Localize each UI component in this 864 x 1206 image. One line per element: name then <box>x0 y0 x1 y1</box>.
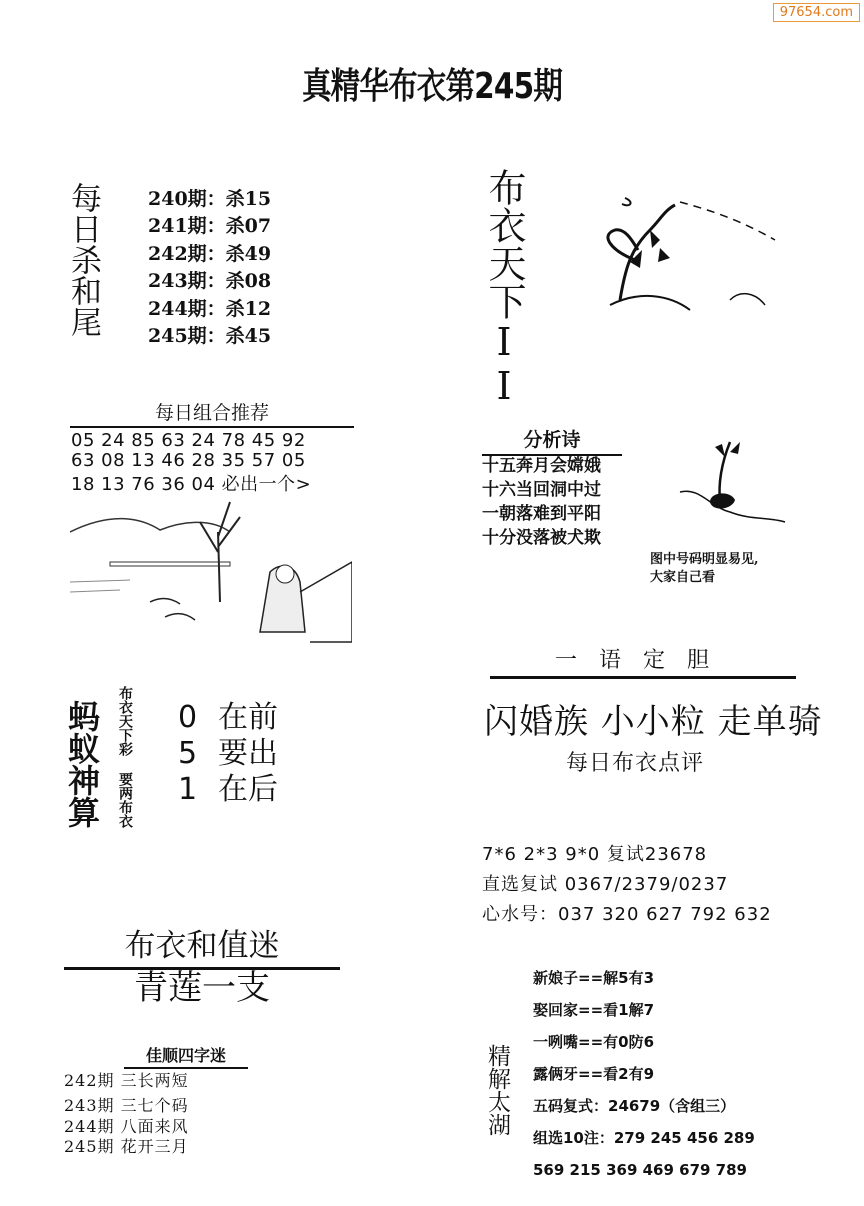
sprout-drawing <box>670 432 790 532</box>
ant-small-label: 布衣天下彩 要两布衣 <box>117 686 133 828</box>
poem-line: 十六当回洞中过 <box>482 480 601 500</box>
poem-line: 十五奔月会嫦娥 <box>482 456 601 476</box>
list-item: 组选10注：279 245 456 289 <box>533 1129 755 1147</box>
idiom-row: 244期 八面来风 <box>64 1117 189 1136</box>
combo-row: 18 13 76 36 04 必出一个> <box>71 474 312 495</box>
page-title: 真精华布衣第245期 <box>301 66 563 107</box>
yiyu-slogan: 闪婚族 小小粒 走单骑 <box>484 702 823 742</box>
poem-note <box>650 551 759 587</box>
landscape-illustration <box>70 492 352 644</box>
combo-row: 05 24 85 63 24 78 45 92 <box>71 430 306 451</box>
list-item: 240期：杀15 <box>148 188 272 210</box>
list-item <box>178 700 278 736</box>
idiom-title: 佳顺四字迷 <box>124 1043 248 1069</box>
list-item: 娶回家==看1解7 <box>533 1001 655 1019</box>
list-item: 一咧嘴==有0防6 <box>533 1033 655 1051</box>
note-line: 图中号码明显易见, <box>650 552 759 567</box>
idiom-row: 242期 三长两短 <box>64 1071 189 1090</box>
list-item: 242期：杀49 <box>148 242 272 265</box>
list-item: 新娘子==解5有3 <box>533 969 655 987</box>
bu-yi-label: 布衣天下II <box>482 168 526 408</box>
yiyu-title: 一语定胆 <box>490 643 796 679</box>
plant-drawing <box>580 180 780 320</box>
ant-text: 在后 <box>218 772 278 807</box>
list-item: 569 215 369 469 679 789 <box>533 1161 747 1179</box>
jingjie-label: 精解太湖 <box>484 1044 510 1136</box>
poem-line: 一朝落难到平阳 <box>482 504 601 524</box>
list-item <box>178 736 278 772</box>
ant-list <box>178 700 278 808</box>
list-item: 244期：杀12 <box>148 297 272 320</box>
list-item: 243期：杀08 <box>148 270 272 293</box>
ant-number: 0 <box>178 700 198 735</box>
riddle-line-2: 青莲一支 <box>134 968 270 1008</box>
list-item: 露俩牙==看2有9 <box>533 1065 655 1083</box>
idiom-row: 243期 三七个码 <box>64 1096 189 1115</box>
poem-line: 十分没落被犬欺 <box>482 528 601 548</box>
list-item: 245期：杀45 <box>148 325 272 348</box>
site-watermark: 97654.com <box>773 3 860 22</box>
yiyu-line: 7*6 2*3 9*0 复试23678 <box>482 844 708 865</box>
combo-row: 63 08 13 46 28 35 57 05 <box>71 450 306 471</box>
list-item <box>178 772 278 808</box>
ant-label: 蚂蚁神算 <box>63 700 101 828</box>
yiyu-comment: 每日布衣点评 <box>566 751 705 776</box>
ant-number: 5 <box>178 736 198 771</box>
ant-text: 要出 <box>218 736 278 771</box>
list-item: 五码复式：24679（含组三） <box>533 1097 736 1115</box>
poem-body <box>482 454 601 550</box>
yiyu-line: 直选复试 0367/2379/0237 <box>482 874 729 895</box>
list-item: 241期：杀07 <box>148 215 272 238</box>
note-line: 大家自己看 <box>650 570 716 585</box>
kill-tail-label: 每日杀和尾 <box>65 182 101 337</box>
riddle-line-1: 布衣和值迷 <box>64 920 340 970</box>
idiom-row: 245期 花开三月 <box>64 1137 189 1156</box>
yiyu-line: 心水号：037 320 627 792 632 <box>482 904 772 925</box>
combo-title: 每日组合推荐 <box>70 398 354 428</box>
ant-number: 1 <box>178 772 198 807</box>
poem-title: 分析诗 <box>482 425 622 456</box>
kill-tail-list <box>148 186 271 350</box>
ant-text: 在前 <box>218 700 278 735</box>
jingjie-list <box>533 962 755 1186</box>
